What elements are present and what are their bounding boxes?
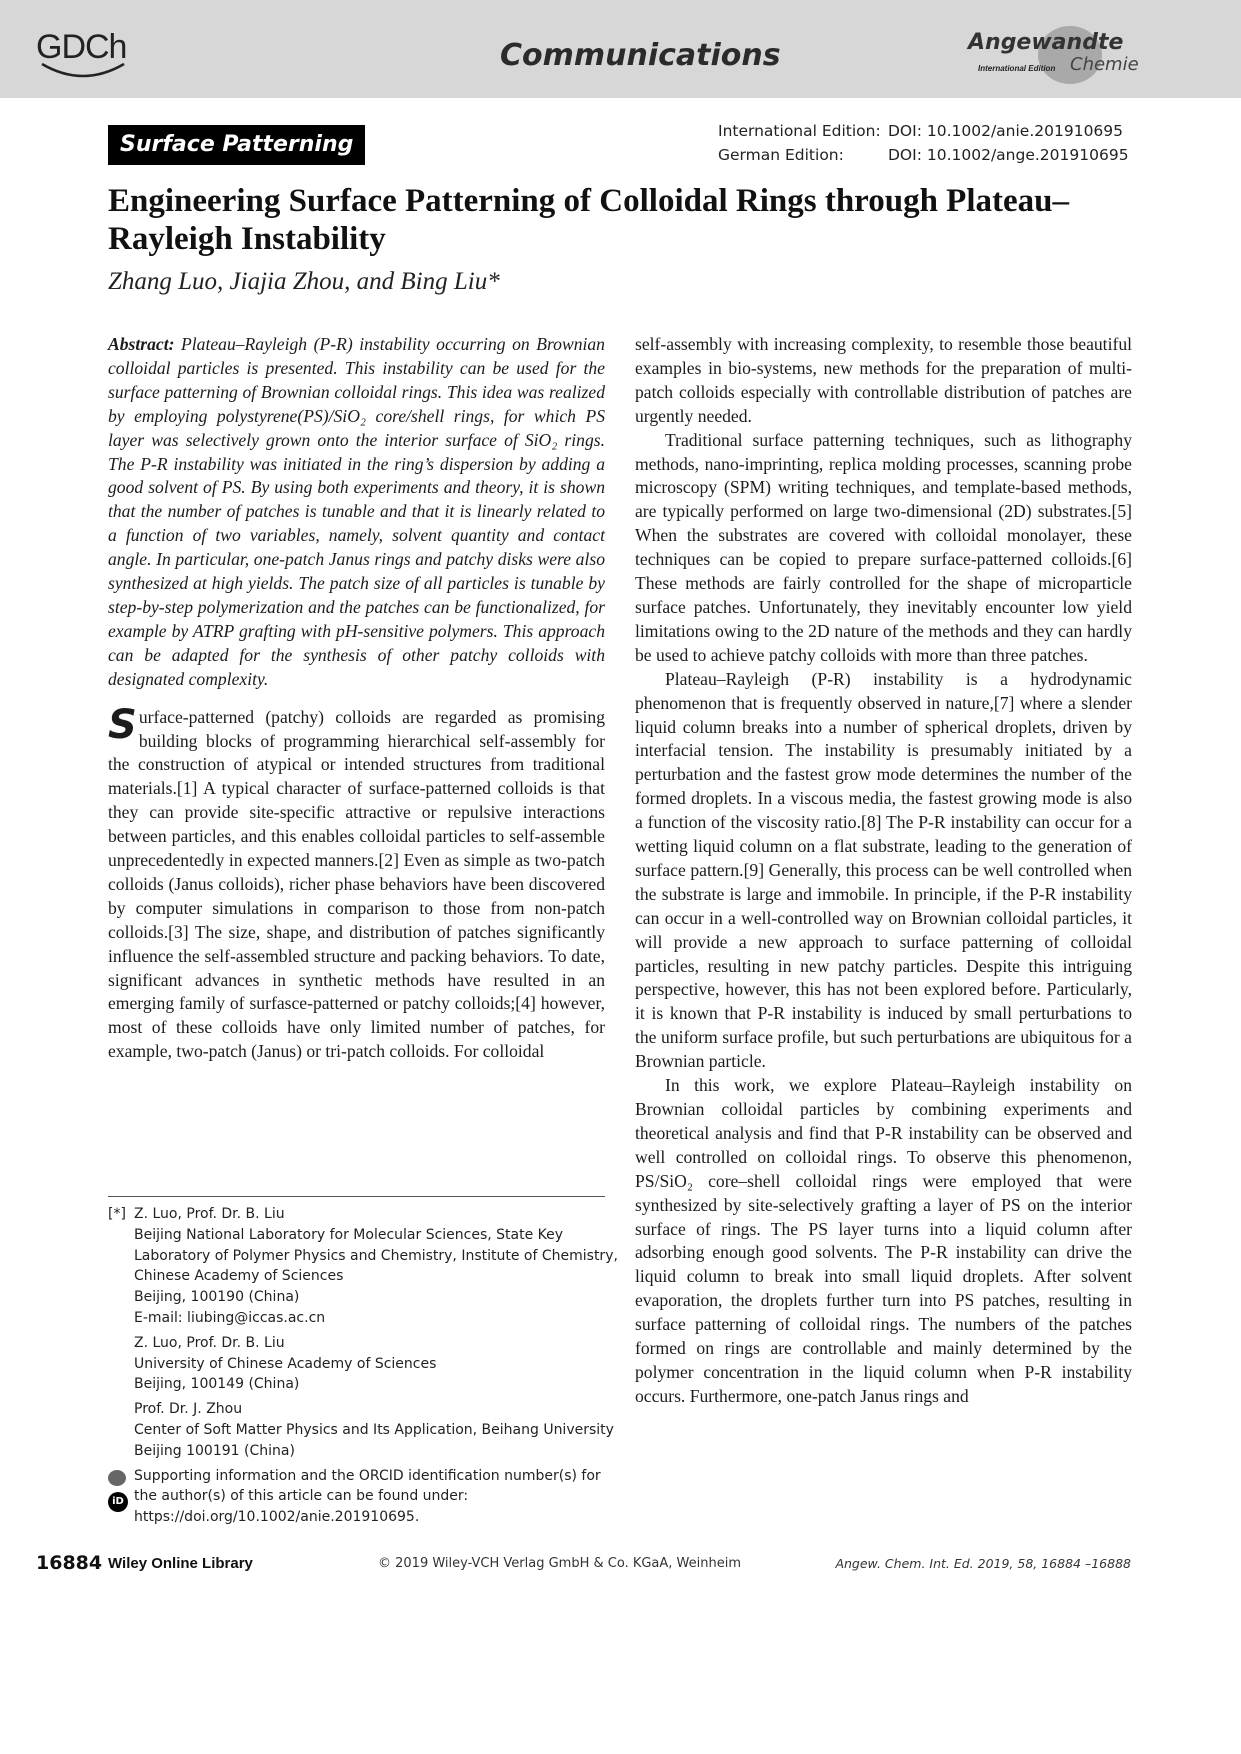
journal-logo-sub: Chemie: [1070, 54, 1139, 75]
affiliation-line: Beijing, 100149 (China): [134, 1376, 300, 1393]
doi-german: [718, 143, 1129, 167]
affiliation-group-1: [134, 1204, 618, 1329]
section-title: Communications: [500, 38, 781, 73]
right-column: [635, 333, 1132, 1409]
page-number: 16884: [36, 1552, 103, 1574]
affiliation-line: Prof. Dr. J. Zhou: [134, 1401, 243, 1418]
drop-cap: S: [108, 701, 137, 748]
abstract: [108, 333, 605, 692]
affiliation-line: Center of Soft Matter Physics and Its Application, Beihang University: [134, 1421, 614, 1438]
doi-german-label: German Edition:: [718, 146, 844, 164]
supporting-info-line: Supporting information and the ORCID identification number(s) for: [134, 1467, 601, 1484]
affiliation-line: Beijing National Laboratory for Molecular Sciences, State Key: [134, 1226, 564, 1243]
abstract-label: Abstract:: [108, 334, 175, 354]
affiliation-group-2: [134, 1333, 605, 1395]
supporting-info: [108, 1466, 605, 1528]
supporting-document-icon: [108, 1470, 126, 1486]
affiliation-line: University of Chinese Academy of Sciences: [134, 1355, 437, 1372]
doi-international-value[interactable]: DOI: 10.1002/anie.201910695: [888, 122, 1124, 140]
footnote-divider: [108, 1196, 605, 1197]
journal-logo-edition: International Edition: [978, 64, 1056, 73]
gdch-arc-icon: [40, 62, 126, 82]
body-paragraph-4: Plateau–Rayleigh (P-R) instability is a hydrodynamic phenomenon that is frequently observed in nature,[7] where a slender liquid column breaks into a number of spherical droplets, driven by interfacial tension. The instability is presumably initiated by a perturbation and the fastest grow mode determines the number of the formed droplets. In a viscous media, the fastest growing mode is also a function of the viscosity ratio.[8] The P-R instability can occur for a wetting liquid column on a flat substrate, leading to the generation of surface pattern.[9] Generally, this process can be well controlled when the substrate is large and immobile. In principle, if the P-R instability can occur in a well-controlled way on Brownian colloidal particles, it will provide a new approach to surface patterning of colloidal particles, resulting in new patchy particles. Despite this intriguing perspective, however, this has not been explored before. Particularly, it is known that P-R instability is induced by small perturbations to the uniform surface profile, but such perturbations are ubiquitous for a Brownian particle.: [635, 668, 1132, 1072]
author-affiliations: [108, 1204, 618, 1528]
doi-international-label: International Edition:: [718, 122, 881, 140]
body-paragraph-3: Traditional surface patterning techniques, such as lithography methods, nano-imprinting, replica molding processes, scanning probe microscopy (SPM) writing techniques, and template-based methods, are typically performed on large two-dimensional (2D) substrates.[5] When the substrates are covered with colloidal monolayer, these techniques can be copied to prepare surface-patterned colloids.[6] These methods are fairly controlled for the shape of microparticle surface patches. Unfortunately, they inevitably encounter low yield limitations owing to the 2D nature of the methods and they can hardly be used to achieve patchy colloids with more than three patches.: [635, 429, 1132, 665]
wiley-online-library[interactable]: Wiley Online Library: [108, 1555, 253, 1572]
doi-block: [718, 119, 1129, 167]
abstract-text: Plateau–Rayleigh (P-R) instability occurring on Brownian colloidal particles is presented. This instability can be used for the surface patterning of Brownian colloidal rings. This idea was realized by employing polystyrene(PS)/SiO₂ core/shell rings, for which PS layer was selectively grown onto the interior surface of SiO₂ rings. The P-R instability was initiated in the ring’s dispersion by adding a good solvent of PS. By using both experiments and theory, it is shown that the number of patches is tunable and that it is linearly related to a function of two variables, namely, solvent quantity and contact angle. In particular, one-patch Janus rings and patchy disks were also synthesized at high yields. The patch size of all particles is tunable by step-by-step polymerization and the patches can be functionalized, for example by ATRP grafting with pH-sensitive polymers. This approach can be adapted for the synthesis of other patchy colloids with designated complexity.: [108, 334, 605, 689]
citation: Angew. Chem. Int. Ed. 2019, 58, 16884 –16888: [835, 1556, 1131, 1571]
support-icons: [108, 1470, 128, 1512]
affiliation-line: Beijing, 100190 (China): [134, 1289, 300, 1306]
body-paragraph-2: self-assembly with increasing complexity, to resemble those beautiful examples in bio-systems, new methods for the preparation of multi-patch colloids especially with controllable distribution of patches are urgently needed.: [635, 334, 1132, 426]
page-footer: [0, 1552, 1241, 1576]
article-type-badge: Surface Patterning: [108, 125, 365, 165]
article-authors: Zhang Luo, Jiajia Zhou, and Bing Liu*: [108, 268, 500, 295]
left-column: [108, 333, 605, 1064]
supporting-info-link[interactable]: https://doi.org/10.1002/anie.201910695.: [134, 1509, 420, 1526]
affiliation-line: Chinese Academy of Sciences: [134, 1268, 344, 1285]
affiliation-group-3: [134, 1399, 614, 1461]
affiliation-line: Z. Luo, Prof. Dr. B. Liu: [134, 1334, 285, 1351]
doi-german-value[interactable]: DOI: 10.1002/ange.201910695: [888, 146, 1129, 164]
page-header: [0, 0, 1241, 98]
affiliation-line: Laboratory of Polymer Physics and Chemistry, Institute of Chemistry,: [134, 1247, 618, 1264]
article-title: Engineering Surface Patterning of Colloidal Rings through Plateau–Rayleigh Instability: [108, 183, 1069, 257]
journal-logo-name: Angewandte: [968, 30, 1124, 55]
body-paragraph-1: [108, 701, 605, 1065]
gdch-logo-text: GDCh: [36, 28, 127, 66]
email-link[interactable]: E-mail: liubing@iccas.ac.cn: [134, 1309, 326, 1326]
journal-logo: [968, 24, 1138, 84]
doi-international: [718, 119, 1129, 143]
footnote-mark: [*]: [108, 1206, 126, 1222]
body-paragraph-1-text: urface-patterned (patchy) colloids are regarded as promising building blocks of programming hierarchical self-assembly for the construction of atypical or intended structures from traditional materials.[1] A typical character of surface-patterned colloids is that they can provide site-specific attractive or repulsive interactions between particles, and this enables colloidal particles to self-assemble unprecedentedly in expected manners.[2] Even as simple as two-patch colloids (Janus colloids), richer phase behaviors have been discovered by computer simulations in comparison to those from non-patch colloids.[3] The size, shape, and distribution of patches significantly influence the self-assembled structure and packing behaviors. To date, significant advances in synthetic methods have resulted in an emerging family of surfasce-patterned or patchy colloids;[4] however, most of these colloids have only limited number of patches, for example, two-patch (Janus) or tri-patch colloids. For colloidal: [108, 706, 605, 1062]
copyright: © 2019 Wiley-VCH Verlag GmbH & Co. KGaA, Weinheim: [378, 1556, 742, 1571]
orcid-icon: iD: [108, 1492, 128, 1512]
affiliation-line: Beijing 100191 (China): [134, 1442, 295, 1459]
body-paragraph-5: In this work, we explore Plateau–Rayleigh instability on Brownian colloidal particles by combining experiments and theoretical analysis and find that P-R instability can be observed and well controlled on colloidal rings. To observe this phenomenon, PS/SiO₂ core–shell colloidal rings were employed that were synthesized by site-selectively grafting a layer of PS on the interior surface of rings. The PS layer turns into a liquid column after adsorbing enough good solvents. The P-R instability can drive the liquid column to break into small liquid droplets. After solvent evaporation, the droplets further turn into PS patches, resulting in surface patterning of colloidal rings. The numbers of the patches formed on rings are controllable and mainly determined by the polymer concentration in the liquid column when P-R instability occurs. Furthermore, one-patch Janus rings and: [635, 1075, 1132, 1406]
supporting-info-line: the author(s) of this article can be found under:: [134, 1488, 469, 1505]
gdch-logo: [36, 28, 126, 82]
affiliation-line: Z. Luo, Prof. Dr. B. Liu: [134, 1206, 285, 1222]
